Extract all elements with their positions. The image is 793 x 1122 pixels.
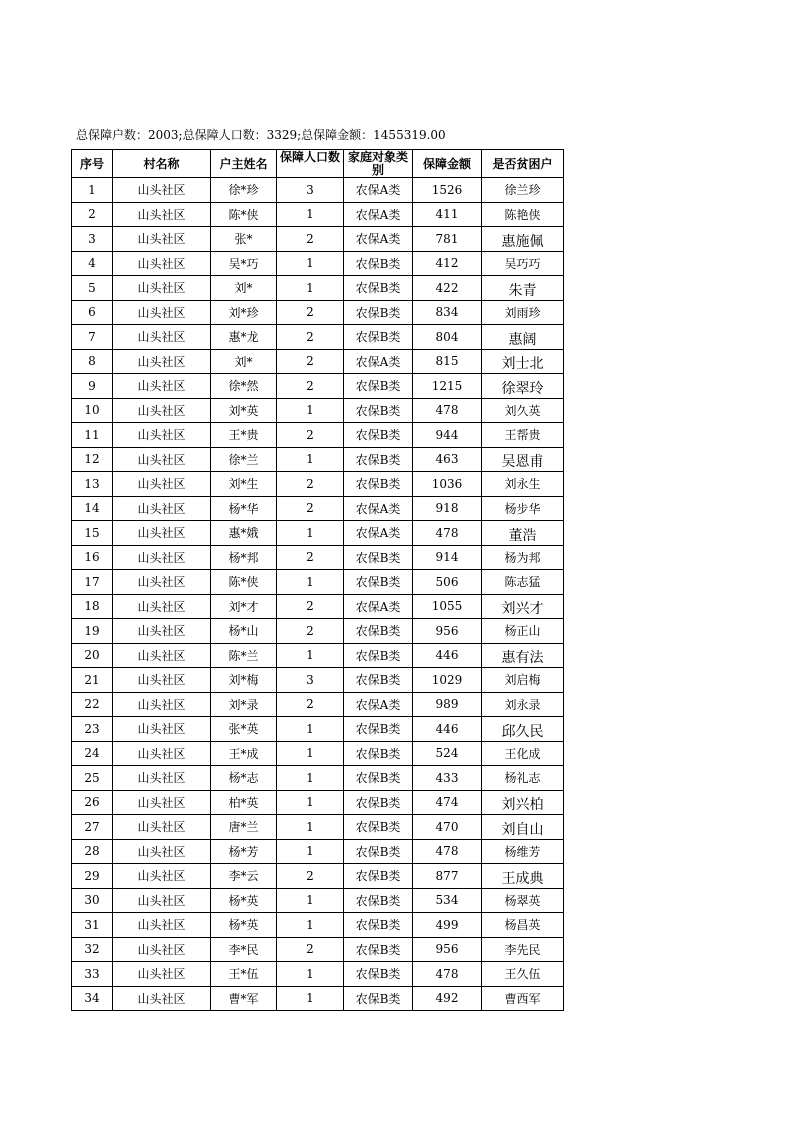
cell-poor: 陈艳侠 (482, 202, 564, 227)
cell-village: 山头社区 (113, 349, 211, 374)
cell-head-name: 杨*英 (211, 888, 277, 913)
cell-population: 1 (277, 398, 344, 423)
cell-population: 2 (277, 937, 344, 962)
cell-amount: 804 (413, 325, 482, 350)
cell-head-name: 刘*生 (211, 472, 277, 497)
table-row (72, 913, 564, 938)
table-row (72, 815, 564, 840)
cell-poor: 王化成 (482, 741, 564, 766)
cell-village: 山头社区 (113, 202, 211, 227)
cell-amount: 1526 (413, 178, 482, 203)
cell-population: 2 (277, 423, 344, 448)
cell-head-name: 惠*龙 (211, 325, 277, 350)
cell-head-name: 杨*山 (211, 619, 277, 644)
table-row (72, 227, 564, 252)
cell-category: 农保A类 (344, 496, 413, 521)
cell-village: 山头社区 (113, 643, 211, 668)
cell-head-name: 刘* (211, 276, 277, 301)
cell-poor: 吴恩甫 (482, 447, 564, 472)
cell-population: 1 (277, 447, 344, 472)
cell-category: 农保B类 (344, 423, 413, 448)
cell-population: 1 (277, 570, 344, 595)
table-row (72, 423, 564, 448)
cell-population: 1 (277, 913, 344, 938)
cell-category: 农保B类 (344, 325, 413, 350)
cell-amount: 944 (413, 423, 482, 448)
table-row (72, 300, 564, 325)
assistance-table (71, 149, 564, 1011)
cell-index: 22 (72, 692, 113, 717)
cell-poor: 刘永生 (482, 472, 564, 497)
cell-category: 农保B类 (344, 300, 413, 325)
cell-category: 农保A类 (344, 594, 413, 619)
cell-index: 34 (72, 986, 113, 1011)
cell-category: 农保B类 (344, 570, 413, 595)
cell-population: 2 (277, 594, 344, 619)
cell-poor: 徐翠玲 (482, 374, 564, 399)
cell-population: 1 (277, 888, 344, 913)
cell-population: 1 (277, 202, 344, 227)
cell-category: 农保A类 (344, 202, 413, 227)
cell-category: 农保A类 (344, 178, 413, 203)
cell-poor: 杨翠英 (482, 888, 564, 913)
cell-head-name: 曹*军 (211, 986, 277, 1011)
cell-amount: 815 (413, 349, 482, 374)
cell-index: 4 (72, 251, 113, 276)
cell-index: 11 (72, 423, 113, 448)
cell-population: 1 (277, 790, 344, 815)
cell-village: 山头社区 (113, 790, 211, 815)
cell-village: 山头社区 (113, 545, 211, 570)
cell-index: 23 (72, 717, 113, 742)
cell-head-name: 刘*珍 (211, 300, 277, 325)
cell-category: 农保B类 (344, 766, 413, 791)
cell-index: 13 (72, 472, 113, 497)
cell-amount: 534 (413, 888, 482, 913)
cell-amount: 492 (413, 986, 482, 1011)
cell-poor: 邱久民 (482, 717, 564, 742)
cell-poor: 惠施佩 (482, 227, 564, 252)
cell-village: 山头社区 (113, 619, 211, 644)
cell-category: 农保B类 (344, 398, 413, 423)
cell-index: 28 (72, 839, 113, 864)
table-row (72, 766, 564, 791)
cell-index: 29 (72, 864, 113, 889)
cell-village: 山头社区 (113, 398, 211, 423)
cell-amount: 1036 (413, 472, 482, 497)
table-row (72, 570, 564, 595)
cell-head-name: 刘*英 (211, 398, 277, 423)
cell-category: 农保B类 (344, 251, 413, 276)
cell-amount: 478 (413, 839, 482, 864)
header-poor: 是否贫困户 (482, 150, 564, 178)
cell-index: 3 (72, 227, 113, 252)
cell-village: 山头社区 (113, 521, 211, 546)
cell-amount: 1055 (413, 594, 482, 619)
cell-village: 山头社区 (113, 300, 211, 325)
cell-category: 农保B类 (344, 815, 413, 840)
cell-index: 15 (72, 521, 113, 546)
cell-category: 农保B类 (344, 839, 413, 864)
cell-amount: 506 (413, 570, 482, 595)
header-head-name: 户主姓名 (211, 150, 277, 178)
cell-category: 农保B类 (344, 913, 413, 938)
cell-index: 26 (72, 790, 113, 815)
cell-head-name: 陈*兰 (211, 643, 277, 668)
cell-poor: 王帮贵 (482, 423, 564, 448)
cell-village: 山头社区 (113, 325, 211, 350)
cell-index: 30 (72, 888, 113, 913)
cell-village: 山头社区 (113, 423, 211, 448)
table-row (72, 447, 564, 472)
cell-index: 1 (72, 178, 113, 203)
table-row (72, 692, 564, 717)
header-amount: 保障金额 (413, 150, 482, 178)
cell-amount: 918 (413, 496, 482, 521)
cell-index: 2 (72, 202, 113, 227)
table-row (72, 790, 564, 815)
cell-population: 1 (277, 276, 344, 301)
cell-poor: 杨步华 (482, 496, 564, 521)
cell-amount: 781 (413, 227, 482, 252)
cell-poor: 惠阔 (482, 325, 564, 350)
cell-poor: 杨昌英 (482, 913, 564, 938)
cell-amount: 877 (413, 864, 482, 889)
cell-amount: 433 (413, 766, 482, 791)
cell-village: 山头社区 (113, 227, 211, 252)
cell-amount: 914 (413, 545, 482, 570)
cell-population: 2 (277, 864, 344, 889)
cell-poor: 刘兴才 (482, 594, 564, 619)
cell-index: 32 (72, 937, 113, 962)
cell-population: 1 (277, 962, 344, 987)
cell-population: 1 (277, 986, 344, 1011)
cell-population: 2 (277, 349, 344, 374)
header-row (72, 150, 564, 178)
cell-village: 山头社区 (113, 594, 211, 619)
cell-category: 农保B类 (344, 668, 413, 693)
cell-population: 1 (277, 521, 344, 546)
cell-amount: 956 (413, 937, 482, 962)
cell-amount: 499 (413, 913, 482, 938)
header-population: 保障人口数 (277, 150, 344, 178)
header-index: 序号 (72, 150, 113, 178)
cell-head-name: 刘*才 (211, 594, 277, 619)
table-row (72, 986, 564, 1011)
cell-category: 农保B类 (344, 986, 413, 1011)
cell-population: 1 (277, 766, 344, 791)
cell-amount: 956 (413, 619, 482, 644)
cell-village: 山头社区 (113, 815, 211, 840)
cell-index: 33 (72, 962, 113, 987)
cell-village: 山头社区 (113, 496, 211, 521)
cell-category: 农保A类 (344, 227, 413, 252)
cell-index: 10 (72, 398, 113, 423)
cell-amount: 470 (413, 815, 482, 840)
cell-village: 山头社区 (113, 447, 211, 472)
cell-village: 山头社区 (113, 570, 211, 595)
cell-category: 农保B类 (344, 741, 413, 766)
cell-amount: 463 (413, 447, 482, 472)
cell-poor: 刘久英 (482, 398, 564, 423)
cell-category: 农保B类 (344, 888, 413, 913)
cell-amount: 989 (413, 692, 482, 717)
cell-head-name: 杨*邦 (211, 545, 277, 570)
cell-category: 农保B类 (344, 864, 413, 889)
cell-village: 山头社区 (113, 986, 211, 1011)
cell-population: 2 (277, 472, 344, 497)
cell-index: 31 (72, 913, 113, 938)
cell-poor: 杨礼志 (482, 766, 564, 791)
cell-population: 2 (277, 545, 344, 570)
cell-population: 2 (277, 619, 344, 644)
cell-index: 14 (72, 496, 113, 521)
cell-village: 山头社区 (113, 839, 211, 864)
table-row (72, 325, 564, 350)
cell-index: 17 (72, 570, 113, 595)
table-row (72, 888, 564, 913)
cell-head-name: 刘*梅 (211, 668, 277, 693)
cell-population: 2 (277, 300, 344, 325)
cell-village: 山头社区 (113, 251, 211, 276)
header-category: 家庭对象类别 (344, 150, 413, 178)
cell-head-name: 杨*华 (211, 496, 277, 521)
cell-village: 山头社区 (113, 374, 211, 399)
cell-population: 1 (277, 717, 344, 742)
cell-population: 1 (277, 643, 344, 668)
cell-amount: 411 (413, 202, 482, 227)
cell-head-name: 李*云 (211, 864, 277, 889)
cell-poor: 朱青 (482, 276, 564, 301)
cell-index: 24 (72, 741, 113, 766)
cell-head-name: 王*贵 (211, 423, 277, 448)
cell-head-name: 杨*英 (211, 913, 277, 938)
cell-poor: 陈志猛 (482, 570, 564, 595)
cell-village: 山头社区 (113, 913, 211, 938)
cell-head-name: 王*成 (211, 741, 277, 766)
cell-poor: 刘兴柏 (482, 790, 564, 815)
cell-head-name: 刘*录 (211, 692, 277, 717)
cell-index: 19 (72, 619, 113, 644)
cell-population: 3 (277, 668, 344, 693)
cell-village: 山头社区 (113, 717, 211, 742)
cell-index: 21 (72, 668, 113, 693)
cell-head-name: 刘* (211, 349, 277, 374)
cell-population: 1 (277, 741, 344, 766)
table-row (72, 202, 564, 227)
cell-village: 山头社区 (113, 937, 211, 962)
cell-index: 5 (72, 276, 113, 301)
cell-head-name: 徐*然 (211, 374, 277, 399)
cell-category: 农保B类 (344, 447, 413, 472)
table-row (72, 962, 564, 987)
cell-index: 20 (72, 643, 113, 668)
table-row (72, 839, 564, 864)
cell-head-name: 陈*侠 (211, 202, 277, 227)
cell-head-name: 陈*侠 (211, 570, 277, 595)
cell-category: 农保B类 (344, 619, 413, 644)
table-row (72, 668, 564, 693)
cell-amount: 446 (413, 717, 482, 742)
cell-category: 农保B类 (344, 472, 413, 497)
table-row (72, 398, 564, 423)
summary-line: 总保障户数：2003;总保障人口数：3329;总保障金额：1455319.00 (76, 128, 446, 142)
cell-index: 18 (72, 594, 113, 619)
cell-head-name: 李*民 (211, 937, 277, 962)
table-row (72, 496, 564, 521)
table-row (72, 251, 564, 276)
cell-amount: 412 (413, 251, 482, 276)
cell-poor: 王成典 (482, 864, 564, 889)
cell-head-name: 杨*芳 (211, 839, 277, 864)
cell-category: 农保A类 (344, 692, 413, 717)
cell-amount: 1029 (413, 668, 482, 693)
table-row (72, 864, 564, 889)
table-row (72, 643, 564, 668)
cell-population: 1 (277, 839, 344, 864)
table-row (72, 178, 564, 203)
cell-poor: 杨为邦 (482, 545, 564, 570)
table-row (72, 937, 564, 962)
table-row (72, 276, 564, 301)
cell-index: 6 (72, 300, 113, 325)
cell-category: 农保B类 (344, 937, 413, 962)
cell-poor: 杨维芳 (482, 839, 564, 864)
cell-village: 山头社区 (113, 178, 211, 203)
table-row (72, 545, 564, 570)
cell-category: 农保B类 (344, 276, 413, 301)
table-row (72, 594, 564, 619)
cell-head-name: 徐*兰 (211, 447, 277, 472)
cell-population: 2 (277, 692, 344, 717)
cell-poor: 王久伍 (482, 962, 564, 987)
cell-amount: 834 (413, 300, 482, 325)
cell-poor: 曹西军 (482, 986, 564, 1011)
cell-poor: 刘启梅 (482, 668, 564, 693)
table-row (72, 374, 564, 399)
cell-population: 3 (277, 178, 344, 203)
cell-head-name: 唐*兰 (211, 815, 277, 840)
cell-amount: 422 (413, 276, 482, 301)
cell-village: 山头社区 (113, 472, 211, 497)
cell-category: 农保B类 (344, 374, 413, 399)
table-row (72, 472, 564, 497)
table-row (72, 521, 564, 546)
cell-village: 山头社区 (113, 766, 211, 791)
cell-index: 9 (72, 374, 113, 399)
cell-poor: 杨正山 (482, 619, 564, 644)
cell-amount: 478 (413, 398, 482, 423)
table-row (72, 619, 564, 644)
cell-village: 山头社区 (113, 668, 211, 693)
cell-village: 山头社区 (113, 888, 211, 913)
cell-population: 1 (277, 251, 344, 276)
cell-head-name: 张* (211, 227, 277, 252)
cell-poor: 刘雨珍 (482, 300, 564, 325)
cell-index: 27 (72, 815, 113, 840)
cell-head-name: 柏*英 (211, 790, 277, 815)
cell-population: 1 (277, 815, 344, 840)
table-row (72, 717, 564, 742)
cell-index: 8 (72, 349, 113, 374)
cell-amount: 478 (413, 962, 482, 987)
table-row (72, 349, 564, 374)
cell-population: 2 (277, 325, 344, 350)
cell-category: 农保B类 (344, 717, 413, 742)
cell-poor: 董浩 (482, 521, 564, 546)
cell-poor: 徐兰珍 (482, 178, 564, 203)
cell-population: 2 (277, 227, 344, 252)
cell-category: 农保B类 (344, 643, 413, 668)
cell-head-name: 惠*娥 (211, 521, 277, 546)
cell-amount: 474 (413, 790, 482, 815)
cell-village: 山头社区 (113, 864, 211, 889)
cell-amount: 478 (413, 521, 482, 546)
cell-poor: 刘士北 (482, 349, 564, 374)
cell-category: 农保A类 (344, 521, 413, 546)
cell-poor: 刘自山 (482, 815, 564, 840)
cell-village: 山头社区 (113, 692, 211, 717)
cell-amount: 1215 (413, 374, 482, 399)
cell-head-name: 王*伍 (211, 962, 277, 987)
cell-amount: 524 (413, 741, 482, 766)
cell-village: 山头社区 (113, 962, 211, 987)
cell-category: 农保B类 (344, 962, 413, 987)
cell-population: 2 (277, 374, 344, 399)
cell-poor: 惠有法 (482, 643, 564, 668)
cell-head-name: 吴*巧 (211, 251, 277, 276)
cell-village: 山头社区 (113, 276, 211, 301)
table-row (72, 741, 564, 766)
cell-index: 25 (72, 766, 113, 791)
cell-head-name: 杨*志 (211, 766, 277, 791)
cell-category: 农保B类 (344, 790, 413, 815)
cell-population: 2 (277, 496, 344, 521)
cell-poor: 李先民 (482, 937, 564, 962)
cell-index: 7 (72, 325, 113, 350)
cell-poor: 吴巧巧 (482, 251, 564, 276)
table-body (72, 178, 564, 1011)
cell-category: 农保A类 (344, 349, 413, 374)
cell-amount: 446 (413, 643, 482, 668)
cell-index: 12 (72, 447, 113, 472)
cell-category: 农保B类 (344, 545, 413, 570)
header-village: 村名称 (113, 150, 211, 178)
cell-village: 山头社区 (113, 741, 211, 766)
cell-poor: 刘永录 (482, 692, 564, 717)
cell-index: 16 (72, 545, 113, 570)
cell-head-name: 张*英 (211, 717, 277, 742)
cell-head-name: 徐*珍 (211, 178, 277, 203)
